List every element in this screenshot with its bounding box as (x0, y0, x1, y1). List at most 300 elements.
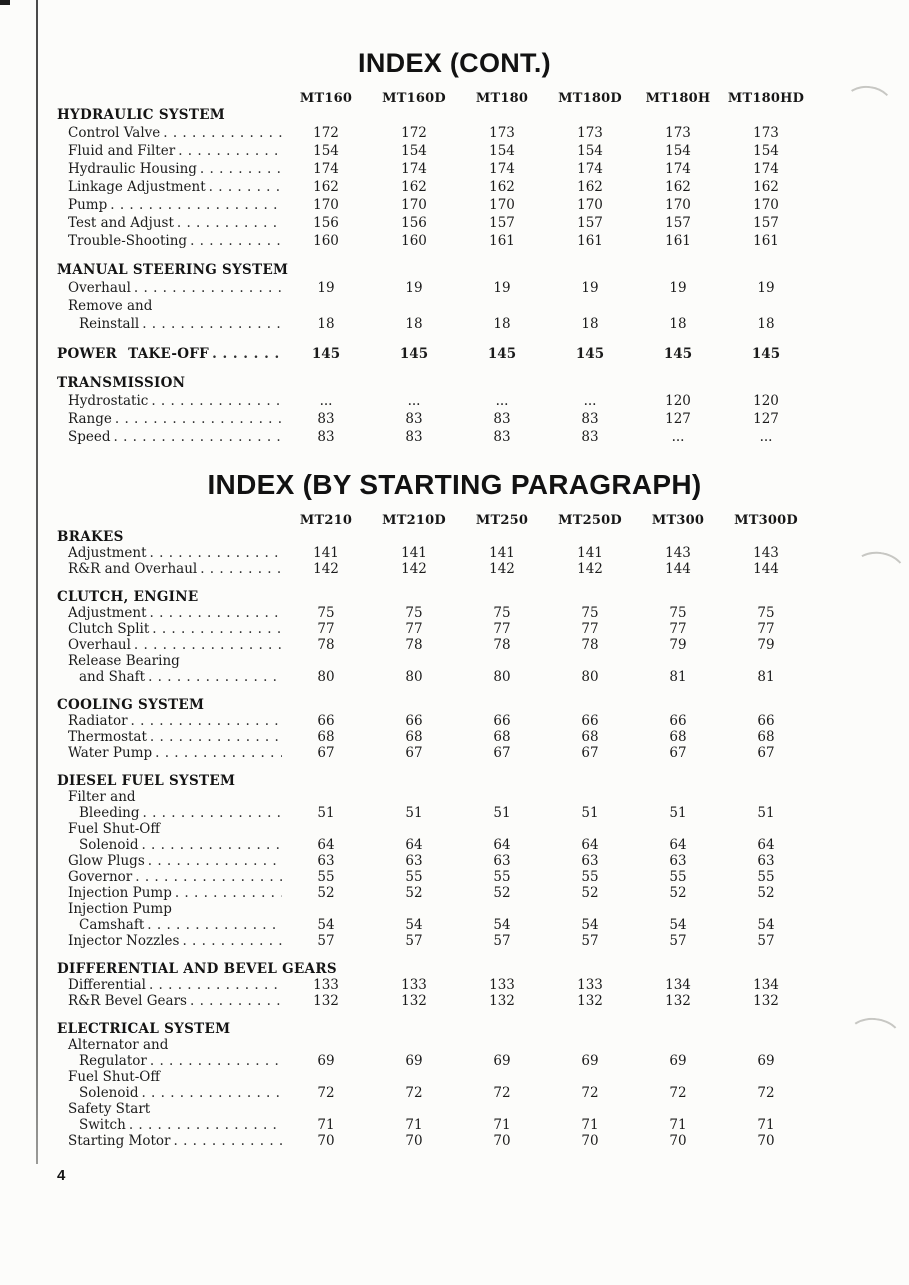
row-label-text: Clutch Split (68, 621, 150, 637)
table-row (57, 821, 810, 837)
paragraph-ref: 63 (757, 853, 775, 869)
dot-leader (134, 637, 282, 653)
paragraph-ref: 145 (575, 346, 605, 362)
paragraph-ref: 77 (669, 621, 687, 637)
paragraph-ref: 170 (489, 197, 515, 213)
row-label (57, 561, 282, 577)
paragraph-ref: 64 (317, 837, 335, 853)
row-label-text: Hydraulic Housing (68, 161, 197, 177)
table-row (57, 142, 810, 160)
paragraph-ref: 80 (493, 669, 511, 685)
paragraph-ref: 18 (669, 316, 687, 332)
paragraph-ref: 57 (669, 933, 687, 949)
paragraph-ref: 64 (581, 837, 599, 853)
row-label-text: R&R Bevel Gears (68, 993, 187, 1009)
column-header: MT300 (651, 513, 705, 528)
scan-arc-artifact (849, 548, 909, 597)
paragraph-ref: 157 (577, 215, 603, 231)
paragraph-ref: 72 (669, 1085, 687, 1101)
column-header: MT180 (475, 91, 529, 106)
paragraph-ref: 173 (577, 125, 603, 141)
paragraph-ref: 161 (577, 233, 603, 249)
row-label (57, 1069, 282, 1085)
scan-arc-artifact (841, 83, 895, 127)
column-header-spacer (57, 90, 282, 107)
paragraph-ref: 54 (669, 917, 687, 933)
dot-leader (150, 605, 282, 621)
dot-leader (155, 745, 282, 761)
paragraph-ref: 154 (401, 143, 427, 159)
table-row (57, 653, 810, 669)
row-label-text: Release Bearing (68, 653, 180, 669)
paragraph-ref: 67 (317, 745, 335, 761)
paragraph-ref: 68 (757, 729, 775, 745)
row-label-text: Camshaft (79, 917, 145, 933)
paragraph-ref: 157 (665, 215, 691, 231)
paragraph-ref: 174 (665, 161, 691, 177)
table-row (57, 297, 810, 315)
paragraph-ref: 134 (665, 977, 691, 993)
paragraph-ref: 71 (317, 1117, 335, 1133)
index-section (57, 961, 810, 1009)
paragraph-ref: 72 (757, 1085, 775, 1101)
row-label-text: Governor (68, 869, 133, 885)
table-row (57, 789, 810, 805)
table-row (57, 669, 810, 685)
dot-leader (147, 917, 282, 933)
paragraph-ref: 54 (317, 917, 335, 933)
table-row (57, 621, 810, 637)
row-label (57, 545, 282, 561)
scan-arc-artifact (844, 1015, 904, 1063)
paragraph-ref: 18 (757, 316, 775, 332)
dot-leader (115, 410, 282, 428)
row-label-text: Alternator and (68, 1037, 169, 1053)
table-row (57, 713, 810, 729)
dot-leader (149, 977, 282, 993)
paragraph-ref: 57 (581, 933, 599, 949)
paragraph-ref: 72 (317, 1085, 335, 1101)
paragraph-ref: 145 (399, 346, 429, 362)
row-label (57, 1085, 282, 1101)
paragraph-ref: 52 (757, 885, 775, 901)
paragraph-ref: 83 (581, 411, 599, 427)
table-row (57, 837, 810, 853)
paragraph-ref: 71 (757, 1117, 775, 1133)
paragraph-ref: 63 (493, 853, 511, 869)
section-heading: CLUTCH, ENGINE (57, 589, 199, 605)
paragraph-ref: 156 (313, 215, 339, 231)
paragraph-ref: 162 (401, 179, 427, 195)
table-row (57, 869, 810, 885)
paragraph-ref: 71 (581, 1117, 599, 1133)
paragraph-ref: 174 (401, 161, 427, 177)
paragraph-ref: 170 (753, 197, 779, 213)
column-header: MT210D (382, 513, 446, 528)
paragraph-ref: 134 (753, 977, 779, 993)
section-heading: TRANSMISSION (57, 375, 186, 391)
dot-leader (151, 392, 282, 410)
row-label-text: and Shaft (79, 669, 146, 685)
paragraph-ref: 69 (493, 1053, 511, 1069)
paragraph-ref: 77 (493, 621, 511, 637)
row-label-text: R&R and Overhaul (68, 561, 198, 577)
paragraph-ref: 75 (669, 605, 687, 621)
paragraph-ref: 69 (317, 1053, 335, 1069)
paragraph-ref: 19 (493, 280, 511, 296)
row-label-text: Overhaul (68, 280, 131, 296)
row-label (57, 605, 282, 621)
row-label (57, 745, 282, 761)
paragraph-ref: 19 (757, 280, 775, 296)
row-label-text: Differential (68, 977, 146, 993)
paragraph-ref: 83 (581, 429, 599, 445)
row-label (57, 869, 282, 885)
paragraph-ref: 19 (405, 280, 423, 296)
dot-leader (175, 885, 282, 901)
paragraph-ref: 51 (317, 805, 335, 821)
paragraph-ref: 55 (669, 869, 687, 885)
paragraph-ref: 156 (401, 215, 427, 231)
table-row (57, 977, 810, 993)
dot-leader (200, 160, 282, 178)
table-row (57, 196, 810, 214)
paragraph-ref: 70 (405, 1133, 423, 1149)
paragraph-ref: ... (319, 393, 333, 409)
paragraph-ref: 71 (493, 1117, 511, 1133)
paragraph-ref: 170 (665, 197, 691, 213)
row-label-text: Control Valve (68, 125, 161, 141)
row-label-text: Linkage Adjustment (68, 179, 206, 195)
paragraph-ref: 57 (405, 933, 423, 949)
row-label-text: Radiator (68, 713, 128, 729)
paragraph-ref: 70 (317, 1133, 335, 1149)
paragraph-ref: 141 (401, 545, 427, 561)
row-label (57, 1037, 282, 1053)
paragraph-ref: 174 (313, 161, 339, 177)
paragraph-ref: 145 (751, 346, 781, 362)
row-label (57, 713, 282, 729)
dot-leader (142, 315, 282, 333)
paragraph-ref: 68 (493, 729, 511, 745)
paragraph-ref: 55 (581, 869, 599, 885)
paragraph-ref: 51 (493, 805, 511, 821)
paragraph-ref: 144 (665, 561, 691, 577)
table-row (57, 1037, 810, 1053)
paragraph-ref: 66 (317, 713, 335, 729)
paragraph-ref: 68 (405, 729, 423, 745)
table-row (57, 901, 810, 917)
row-label-text: Regulator (79, 1053, 147, 1069)
table-row (57, 561, 810, 577)
row-label-text: Trouble-Shooting (68, 233, 188, 249)
table-row (57, 392, 810, 410)
paragraph-ref: 18 (581, 316, 599, 332)
paragraph-ref: 64 (493, 837, 511, 853)
paragraph-ref: 144 (753, 561, 779, 577)
paragraph-ref: 157 (753, 215, 779, 231)
paragraph-ref: 67 (581, 745, 599, 761)
paragraph-ref: 80 (581, 669, 599, 685)
row-label-text: Fuel Shut-Off (68, 821, 160, 837)
paragraph-ref: 71 (405, 1117, 423, 1133)
paragraph-ref: 173 (665, 125, 691, 141)
index-section (57, 697, 810, 761)
paragraph-ref: 132 (665, 993, 691, 1009)
paragraph-ref: 80 (317, 669, 335, 685)
paragraph-ref: 67 (493, 745, 511, 761)
paragraph-ref: 67 (757, 745, 775, 761)
dot-leader (150, 1053, 282, 1069)
index-cont-title: INDEX (CONT.) (358, 48, 551, 78)
paragraph-ref: 83 (317, 429, 335, 445)
paragraph-ref: 161 (753, 233, 779, 249)
row-label (57, 345, 282, 363)
paragraph-ref: 132 (489, 993, 515, 1009)
paragraph-ref: 72 (581, 1085, 599, 1101)
paragraph-ref: 133 (313, 977, 339, 993)
paragraph-ref: 161 (489, 233, 515, 249)
paragraph-ref: 55 (493, 869, 511, 885)
dot-leader (150, 545, 282, 561)
paragraph-ref: 142 (313, 561, 339, 577)
paragraph-ref: 133 (401, 977, 427, 993)
paragraph-ref: 67 (669, 745, 687, 761)
row-label (57, 885, 282, 901)
dot-leader (129, 1117, 282, 1133)
dot-leader (177, 214, 282, 232)
row-label-text: Water Pump (68, 745, 153, 761)
paragraph-ref: 143 (753, 545, 779, 561)
row-label-text: Starting Motor (68, 1133, 171, 1149)
row-label-text: Speed (68, 429, 111, 445)
paragraph-ref: 162 (577, 179, 603, 195)
dot-leader (135, 869, 282, 885)
paragraph-ref: 70 (581, 1133, 599, 1149)
paragraph-ref: 78 (581, 637, 599, 653)
paragraph-ref: 52 (493, 885, 511, 901)
paragraph-ref: 162 (489, 179, 515, 195)
paragraph-ref: 52 (317, 885, 335, 901)
row-label (57, 837, 282, 853)
paragraph-ref: 83 (405, 429, 423, 445)
index-by-paragraph-table (57, 470, 810, 1149)
paragraph-ref: 83 (493, 411, 511, 427)
section-heading: DIFFERENTIAL AND BEVEL GEARS (57, 961, 337, 977)
row-label (57, 653, 282, 669)
page-left-rule (36, 0, 38, 1164)
table-row (57, 1085, 810, 1101)
row-label (57, 232, 282, 250)
table-row (57, 232, 810, 250)
row-label (57, 821, 282, 837)
row-label (57, 196, 282, 214)
row-label (57, 178, 282, 196)
paragraph-ref: 133 (577, 977, 603, 993)
dot-leader (178, 142, 282, 160)
paragraph-ref: 70 (757, 1133, 775, 1149)
paragraph-ref: 79 (669, 637, 687, 653)
paragraph-ref: ... (407, 393, 421, 409)
table-row (57, 279, 810, 297)
row-label (57, 901, 282, 917)
row-label-text: Range (68, 411, 112, 427)
row-label (57, 297, 282, 315)
paragraph-ref: 154 (577, 143, 603, 159)
paragraph-ref: 63 (405, 853, 423, 869)
paragraph-ref: 68 (317, 729, 335, 745)
paragraph-ref: 154 (489, 143, 515, 159)
index-section (57, 107, 810, 250)
paragraph-ref: 170 (577, 197, 603, 213)
paragraph-ref: 142 (401, 561, 427, 577)
row-label (57, 1133, 282, 1149)
table-row (57, 805, 810, 821)
paragraph-ref: 66 (669, 713, 687, 729)
paragraph-ref: 133 (489, 977, 515, 993)
page-content (57, 48, 810, 1184)
row-label-text: Overhaul (68, 637, 131, 653)
index-cont-table (57, 48, 810, 446)
paragraph-ref: 172 (313, 125, 339, 141)
column-header: MT160D (382, 91, 446, 106)
row-label-text: POWER TAKE-OFF (57, 346, 210, 362)
paragraph-ref: 75 (493, 605, 511, 621)
row-label (57, 392, 282, 410)
paragraph-ref: 18 (493, 316, 511, 332)
row-label-text: Switch (79, 1117, 126, 1133)
paragraph-ref: 83 (405, 411, 423, 427)
table-row (57, 745, 810, 761)
paragraph-ref: 83 (493, 429, 511, 445)
paragraph-ref: 69 (669, 1053, 687, 1069)
paragraph-ref: 160 (401, 233, 427, 249)
paragraph-ref: 170 (313, 197, 339, 213)
paragraph-ref: 141 (577, 545, 603, 561)
paragraph-ref: 75 (757, 605, 775, 621)
table-row (57, 428, 810, 446)
paragraph-ref: 145 (663, 346, 693, 362)
index-cont-body (57, 107, 810, 446)
section-heading: MANUAL STEERING SYSTEM (57, 262, 289, 278)
section-heading: DIESEL FUEL SYSTEM (57, 773, 236, 789)
paragraph-ref: 68 (581, 729, 599, 745)
dot-leader (190, 993, 282, 1009)
table-row (57, 885, 810, 901)
table-row (57, 637, 810, 653)
dot-leader (114, 428, 282, 446)
paragraph-ref: 52 (581, 885, 599, 901)
row-label-text: Filter and (68, 789, 136, 805)
table-row (57, 917, 810, 933)
paragraph-ref: 68 (669, 729, 687, 745)
paragraph-ref: 81 (757, 669, 775, 685)
column-header-row (57, 512, 810, 529)
paragraph-ref: 54 (757, 917, 775, 933)
paragraph-ref: 141 (313, 545, 339, 561)
paragraph-ref: 154 (753, 143, 779, 159)
paragraph-ref: 154 (665, 143, 691, 159)
row-label-text: Injection Pump (68, 901, 172, 917)
index-section (57, 262, 810, 333)
paragraph-ref: 77 (405, 621, 423, 637)
index-section (57, 345, 810, 363)
table-row (57, 605, 810, 621)
page-number: 4 (57, 1167, 66, 1184)
row-label (57, 621, 282, 637)
dot-leader (174, 1133, 282, 1149)
row-label (57, 315, 282, 333)
paragraph-ref: 77 (581, 621, 599, 637)
paragraph-ref: 66 (581, 713, 599, 729)
paragraph-ref: 142 (577, 561, 603, 577)
row-label-text: Solenoid (79, 1085, 139, 1101)
section-heading: COOLING SYSTEM (57, 697, 205, 713)
dot-leader (212, 345, 282, 363)
table-row (57, 1053, 810, 1069)
row-label (57, 993, 282, 1009)
index-section (57, 529, 810, 577)
paragraph-ref: 161 (665, 233, 691, 249)
row-label-text: Test and Adjust (68, 215, 174, 231)
paragraph-ref: 54 (493, 917, 511, 933)
dot-leader (148, 853, 282, 869)
paragraph-ref: 145 (487, 346, 517, 362)
dot-leader (141, 837, 282, 853)
paragraph-ref: 132 (313, 993, 339, 1009)
paragraph-ref: 52 (405, 885, 423, 901)
column-header: MT180H (645, 91, 711, 106)
paragraph-ref: 55 (405, 869, 423, 885)
dot-leader (143, 805, 282, 821)
paragraph-ref: 120 (753, 393, 779, 409)
paragraph-ref: 63 (669, 853, 687, 869)
paragraph-ref: 77 (757, 621, 775, 637)
paragraph-ref: 127 (753, 411, 779, 427)
paragraph-ref: 170 (401, 197, 427, 213)
paragraph-ref: 54 (405, 917, 423, 933)
paragraph-ref: 154 (313, 143, 339, 159)
row-label (57, 428, 282, 446)
dot-leader (141, 1085, 282, 1101)
table-row (57, 545, 810, 561)
column-header: MT180D (558, 91, 622, 106)
table-row (57, 1069, 810, 1085)
column-header: MT210 (299, 513, 353, 528)
paragraph-ref: ... (671, 429, 685, 445)
dot-leader (200, 561, 282, 577)
row-label (57, 1101, 282, 1117)
table-row (57, 1133, 810, 1149)
row-label (57, 669, 282, 685)
row-label (57, 214, 282, 232)
column-header-row (57, 90, 810, 107)
column-header-spacer (57, 512, 282, 529)
table-row (57, 993, 810, 1009)
row-label (57, 160, 282, 178)
paragraph-ref: 145 (311, 346, 341, 362)
dot-leader (152, 621, 282, 637)
paragraph-ref: ... (495, 393, 509, 409)
dot-leader (110, 196, 282, 214)
column-header: MT180HD (727, 91, 805, 106)
paragraph-ref: 142 (489, 561, 515, 577)
paragraph-ref: 132 (753, 993, 779, 1009)
table-row (57, 214, 810, 232)
row-label-text: Injection Pump (68, 885, 172, 901)
paragraph-ref: 18 (405, 316, 423, 332)
row-label (57, 1117, 282, 1133)
